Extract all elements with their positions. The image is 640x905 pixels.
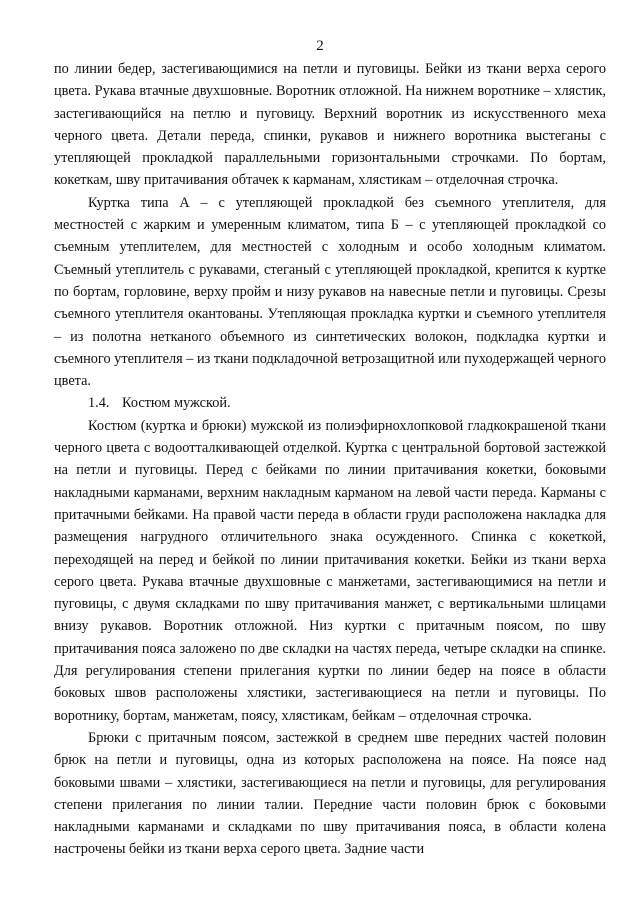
paragraph-continuation: по линии бедер, застегивающимися на петли и пуговицы. Бейки из ткани верха серого цвета. Рукава втачные двухшовные. Воротник отложной. На нижнем воротнике – хлястик, застегивающийся на петлю и пуговицу. Верхний воротник из искусственного меха черного цвета. Детали переда, спинки, рукавов и нижнего воротника выстеганы с утепляющей прокладкой параллельными горизонтальными строчками. По бортам, кокеткам, шву притачивания обтачек к карманам, хлястикам – отделочная строчка. [54, 61, 606, 189]
page-number: 2 [316, 38, 324, 54]
section-heading [54, 392, 606, 414]
paragraph-jacket-types: Куртка типа А – с утепляющей прокладкой без съемного утеплителя, для местностей с жарким и умеренным климатом, типа Б – с утепляющей прокладкой со съемным утеплителем, для местностей с холодным и особо холодным климатом. Съемный утеплитель с рукавами, стеганый с утепляющей прокладкой, крепится к куртке по бортам, горловине, верху пройм и низу рукавов на навесные петли и пуговицы. Срезы съемного утеплителя окантованы. Утепляющая прокладка куртки и съемного утеплителя – из полотна нетканого объемного из синтетических волокон, подкладка куртки и съемного утеплителя – из ткани подкладочной ветрозащитной или пуходержащей черного цвета. [54, 194, 606, 390]
section-number: 1.4. [88, 395, 110, 412]
document-body [54, 58, 606, 861]
paragraph-trousers: Брюки с притачным поясом, застежкой в среднем шве передних частей половин брюк на петли и пуговицы, одна из которых расположена на поясе. На поясе над боковыми швами – хлястики, застегивающиеся на петли и пуговицы, для регулирования степени прилегания по линии талии. Передние части половин брюк с боковыми накладными карманами и складками по шву притачивания пояса, в области колена настрочены бейки из ткани верха серого цвета. Задние части [54, 729, 606, 858]
section-title: Костюм мужской. [122, 395, 231, 412]
paragraph-mens-suit: Костюм (куртка и брюки) мужской из полиэфирнохлопковой гладкокрашеной ткани черного цвета с водоотталкивающей отделкой. Куртка с центральной бортовой застежкой на петли и пуговицы. Перед с бейками по линии притачивания кокетки, боковыми накладными карманами, верхним накладным карманом на левой части переда. Карманы с притачными бейками. На правой части переда в области груди расположена накладка для размещения нагрудного отличительного знака осужденного. Спинка с кокеткой, переходящей на перед и бейкой по линии притачивания кокетки. Бейки из ткани верха серого цвета. Рукава втачные двухшовные с манжетами, застегивающимися на петли и пуговицы, с двумя складками по шву притачивания манжет, с вертикальными шлицами внизу рукавов. Воротник отложной. Низ куртки с притачным поясом, по шву притачивания пояса заложено по две складки на частях переда, четыре складки на спинке. Для регулирования степени прилегания куртки по линии бедер на поясе в области боковых швов расположены хлястики, застегивающиеся на петли и пуговицы. По воротнику, бортам, манжетам, поясу, хлястикам, бейкам – отделочная строчка. [54, 417, 606, 724]
